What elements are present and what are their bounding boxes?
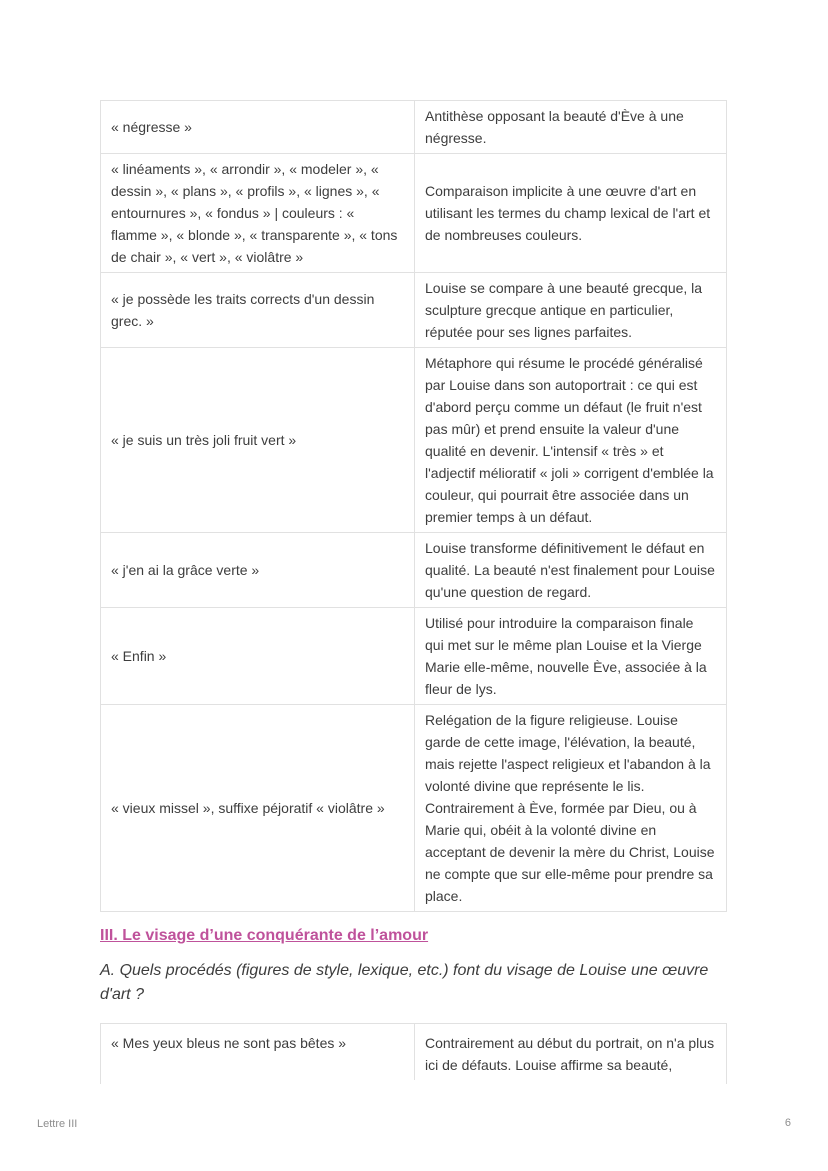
analysis-text: Comparaison implicite à une œuvre d'art en utilisant les termes du champ lexical de l'art et de nombreuses couleurs. bbox=[425, 183, 711, 243]
quote-text: « négresse » bbox=[111, 119, 192, 135]
analysis-table-1 bbox=[100, 100, 727, 912]
table-row bbox=[101, 347, 726, 532]
quote-text: « vieux missel », suffixe péjoratif « violâtre » bbox=[111, 800, 385, 816]
analysis-cell bbox=[415, 533, 726, 607]
quote-text: « Enfin » bbox=[111, 648, 167, 664]
table-row bbox=[101, 704, 726, 911]
footer-document-title: Lettre III bbox=[37, 1118, 78, 1130]
analysis-text: Utilisé pour introduire la comparaison finale qui met sur le même plan Louise et la Vierge Marie elle-même, nouvelle Ève, associée à la fleur de lys. bbox=[425, 615, 707, 697]
analysis-cell bbox=[415, 348, 726, 532]
analysis-text: Louise transforme définitivement le défaut en qualité. La beauté n'est finalement pour Louise qu'une question de regard. bbox=[425, 540, 715, 600]
quote-cell bbox=[101, 533, 415, 607]
quote-text: « je possède les traits corrects d'un dessin grec. » bbox=[111, 291, 375, 329]
analysis-text: Contrairement au début du portrait, on n'a plus ici de défauts. Louise affirme sa beauté, bbox=[425, 1035, 715, 1073]
quote-text: « je suis un très joli fruit vert » bbox=[111, 432, 297, 448]
analysis-cell bbox=[415, 705, 726, 911]
analysis-text: Louise se compare à une beauté grecque, la sculpture grecque antique en particulier, réputée pour ses lignes parfaites. bbox=[425, 280, 703, 340]
table-row bbox=[101, 607, 726, 704]
table-row bbox=[101, 272, 726, 347]
section-heading: III. Le visage d’une conquérante de l’amour bbox=[100, 927, 429, 944]
analysis-table-2 bbox=[100, 1023, 727, 1084]
table-row bbox=[101, 1024, 726, 1080]
analysis-cell bbox=[415, 1024, 726, 1080]
footer-page-number: 6 bbox=[784, 1117, 791, 1129]
analysis-text: Relégation de la figure religieuse. Louise garde de cette image, l'élévation, la beauté, mais rejette l'aspect religieux et l'abandon à la volonté divine que représente le lis. Contrairement à Ève, formée par Dieu, ou à Marie qui, obéit à la volonté divine en acceptant de devenir la mère du Christ, Louise ne compte que sur elle-même pour prendre sa place. bbox=[425, 712, 715, 904]
table-row bbox=[101, 532, 726, 607]
quote-cell bbox=[101, 608, 415, 704]
quote-text: « linéaments », « arrondir », « modeler », « dessin », « plans », « profils », « lignes », « entournures », « fondus » | couleurs : « flamme », « blonde », « transparente », « tons de chair », « vert », « violâtre » bbox=[111, 161, 398, 265]
quote-cell bbox=[101, 348, 415, 532]
quote-cell bbox=[101, 1024, 415, 1080]
analysis-text: Métaphore qui résume le procédé généralisé par Louise dans son autoportrait : ce qui est d'abord perçu comme un défaut (le fruit n'est pas mûr) et prend ensuite la valeur d'une qualité en devenir. L'intensif « très » et l'adjectif mélioratif « joli » corrigent d'emblée la couleur, qui pourrait être associée dans un premier temps à un défaut. bbox=[425, 355, 714, 525]
quote-cell bbox=[101, 273, 415, 347]
analysis-cell bbox=[415, 154, 726, 272]
quote-text: « Mes yeux bleus ne sont pas bêtes » bbox=[111, 1035, 347, 1051]
quote-cell bbox=[101, 101, 415, 153]
quote-cell bbox=[101, 154, 415, 272]
analysis-text: Antithèse opposant la beauté d'Ève à une négresse. bbox=[425, 108, 684, 146]
page-content bbox=[100, 100, 727, 1084]
quote-cell bbox=[101, 705, 415, 911]
table-row bbox=[101, 101, 726, 153]
analysis-cell bbox=[415, 101, 726, 153]
quote-text: « j'en ai la grâce verte » bbox=[111, 562, 260, 578]
question-text: A. Quels procédés (figures de style, lexique, etc.) font du visage de Louise une œuvre d'art ? bbox=[100, 962, 709, 1003]
table-row bbox=[101, 153, 726, 272]
analysis-cell bbox=[415, 608, 726, 704]
analysis-cell bbox=[415, 273, 726, 347]
